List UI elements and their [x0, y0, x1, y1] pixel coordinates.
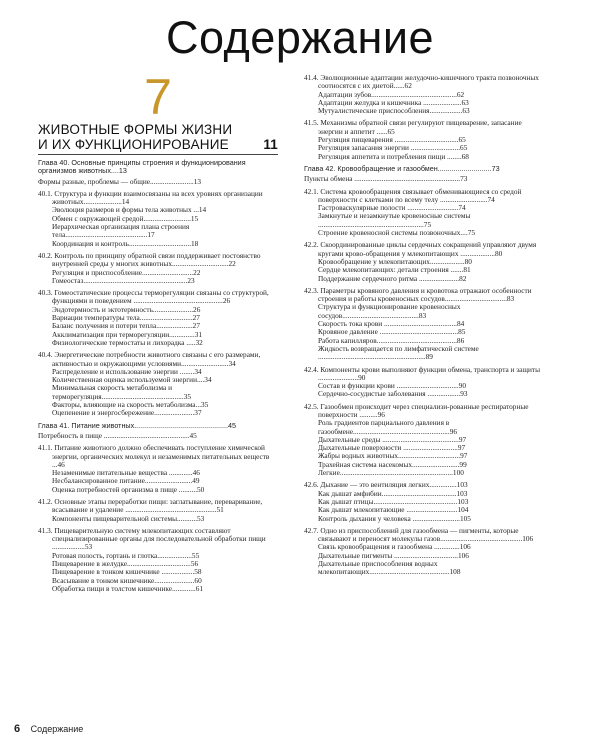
toc-subsection: Вариации температуры тела.............................27 [52, 313, 200, 323]
toc-left-list [38, 159, 278, 593]
toc-section: 41.1. Питание животного должно обеспечивать поступление химической энергии, органических молекул и незаменимых питательных веществ ...46 [38, 443, 270, 469]
toc-subsection: Жидкость возвращается по лимфатической системе ...........................................................89 [318, 343, 479, 362]
toc-subsection: Регуляция аппетита и потребления пищи ........68 [318, 151, 469, 161]
footer-label: Содержание [30, 724, 84, 734]
toc-subsection: Пищеварение в желудке...................................56 [52, 559, 199, 569]
toc-section: 40.2. Контроль по принципу обратной связи поддерживает постоянство внутренней среды у многих животных...............................22 [38, 250, 261, 269]
toc-left-column [38, 69, 278, 593]
toc-subsection: Регуляция пищеварения ...................................65 [318, 135, 466, 145]
toc-subsection: Количественная оценка используемой энергии....34 [52, 375, 212, 385]
toc-section: 42.7. Одно из приспособлений для газообмена — пигменты, которые связывают и переносят молекулы газов.............................................106 [304, 525, 534, 544]
toc-section: 42.4. Компоненты крови выполняют функции обмена, транспорта и защиты ......................90 [304, 364, 541, 382]
toc-subsection: Структура и функционирование кровеносных сосудов..........................................83 [318, 302, 461, 320]
page-title: Содержание [166, 12, 434, 63]
toc-subsection: Трахейная система насекомых..........................99 [318, 459, 467, 469]
toc-section: 40.1. Структура и функции взаимосвязаны на всех уровнях организации животных.....................14 [38, 188, 263, 207]
toc-subsection: Как дышат амфибии.........................................103 [318, 488, 468, 498]
part-page: 11 [263, 137, 278, 152]
part-divider [38, 154, 278, 155]
toc-subsection: Эндотермность и эктотермность......................26 [52, 304, 201, 314]
toc-subsection: Связь кровообращения и газообмена ..............106 [318, 542, 471, 552]
toc-right-column [304, 74, 544, 577]
toc-subsection: Эволюция размеров и формы тела животных ...14 [52, 205, 207, 215]
toc-section: 41.2. Основные этапы переработки пищи: заглатывание, переваривание, всасывание и удаление ..................................................51 [38, 496, 263, 515]
toc-subsection: Регуляция запасания энергии ...........................65 [318, 143, 468, 153]
toc-subsection: Дыхательные пигменты ...................................106 [318, 550, 469, 560]
toc-section: 40.3. Гомеостатические процессы терморегуляции связаны со структурой, функциями и поведением .................................................26 [38, 288, 269, 306]
toc-section: 42.6. Дыхание — это вентиляция легких...............103 [304, 480, 468, 490]
part-number: 7 [144, 69, 172, 125]
toc-section: 41.4. Эволюционные адаптации желудочно-кишечного тракта позвоночных соотносятся с их диетой......62 [304, 73, 539, 91]
part-title-line2-text: И ИХ ФУНКЦИОНИРОВАНИЕ [38, 137, 229, 152]
toc-subsection: Распределение и использование энергии ........34 [52, 366, 202, 376]
toc-subsection: Сердечно-сосудистые заболевания ..................93 [318, 389, 468, 399]
footer-page-number: 6 [14, 723, 21, 735]
toc-subsection: Всасывание в тонком кишечнике......................60 [52, 575, 202, 585]
part-title-line1: ЖИВОТНЫЕ ФОРМЫ ЖИЗНИ [38, 122, 233, 137]
toc-subsection: Незаменимые питательные вещества .............46 [52, 468, 200, 478]
toc-subsection: Оценка потребностей организма в пище ..........50 [52, 484, 205, 494]
toc-subsection: Акклиматизация при терморегуляции..............31 [52, 329, 202, 339]
toc-section: 41.3. Пищеварительную систему млекопитающих составляют специализированные органы для последовательной обработки пищи ..................53 [38, 525, 266, 552]
toc-subsection: Несбалансированное питание..........................49 [52, 476, 200, 486]
toc-subsection: Пищеварение в тонком кишечнике ..................58 [52, 567, 202, 577]
toc-section: 41.5. Механизмы обратной связи регулируют пищеварение, запасание энергии и аппетит ......65 [304, 118, 522, 136]
toc-section: 42.2. Скоординированные циклы сердечных сокращений управляют двумя кругами крово-обращения у млекопитающих ...................80 [304, 240, 537, 258]
toc-subsection: Замкнутые и незамкнутые кровеносные системы ..........................................................75 [318, 211, 471, 229]
toc-subsection: Поддержание сердечного ритма ......................82 [318, 273, 467, 283]
toc-intro: Потребность в пище ...............................................45 [38, 430, 197, 440]
toc-subsection: Оцепенение и энергосбережение......................37 [52, 408, 202, 418]
toc-subsection: Физиологические термостаты и лихорадка .....32 [52, 337, 203, 347]
toc-subsection: Мутуалистические приспособления..................63 [318, 106, 470, 116]
toc-right-list [304, 74, 544, 577]
toc-subsection: Обработка пищи в толстом кишечнике.............61 [52, 583, 204, 593]
toc-subsection: Гомеостаз.........................................................23 [52, 275, 195, 285]
toc-section: 42.1. Система кровообращения связывает обменивающиеся со средой поверхности с клетками по всему телу ..........................74 [304, 186, 522, 204]
toc-subsection: Адаптации желудка и кишечника .....................63 [318, 97, 469, 107]
toc-intro: Пункты обмена ..........................................................73 [304, 174, 468, 184]
toc-subsection: Дыхательные приспособления водных млекопитающих............................................108 [318, 559, 461, 577]
toc-subsection: Кровообращение у млекопитающих...................80 [318, 256, 472, 266]
toc-subsection: Жабры водных животных..................................97 [318, 451, 468, 461]
toc-subsection: Как дышат млекопитающие ............................104 [318, 505, 469, 515]
toc-section: 40.4. Энергетические потребности животного связаны с его размерами, активностью и окружающими условиями..........................34 [38, 350, 261, 368]
toc-subsection: Кровяное давление ...........................................85 [318, 327, 466, 337]
toc-subsection: Строение кровеносной системы позвоночных....75 [318, 228, 476, 238]
toc-chapter: Глава 42. Кровообращение и газообмен...........................73 [304, 163, 500, 173]
toc-subsection: Состав и функции крови ..................................90 [318, 381, 466, 391]
toc-subsection: Дыхательные среды ..........................................97 [318, 434, 467, 444]
toc-subsection: Иерархическая организация плана строения тела.............................................17 [52, 222, 190, 240]
toc-subsection: Как дышат птицы..............................................103 [318, 496, 469, 506]
part-title-line2 [38, 137, 278, 152]
toc-subsection: Контроль дыхания у человека ..........................105 [318, 513, 471, 523]
toc-section: 42.3. Параметры кровяного давления и кровотока отражают особенности строения и работы кровеносных сосудов..................................83 [304, 285, 532, 304]
toc-subsection: Координация и контроль..................................18 [52, 238, 199, 248]
toc-subsection: Регуляция и приспособление............................22 [52, 267, 201, 277]
toc-chapter: Глава 40. Основные принципы строения и функционирования организмов животных....13 [38, 158, 246, 176]
toc-subsection: Роль градиентов парциального давления в газообмене.....................................................96 [318, 418, 457, 436]
toc-subsection: Обмен с окружающей средой..........................15 [52, 213, 199, 223]
toc-subsection: Работа капилляров............................................86 [318, 335, 465, 345]
toc-subsection: Легкие..............................................................100 [318, 468, 464, 478]
toc-subsection: Скорость тока крови ........................................84 [318, 319, 465, 329]
toc-subsection: Факторы, влияющие на скорость метаболизма...35 [52, 400, 209, 410]
toc-subsection: Адаптации зубов...............................................62 [318, 89, 465, 99]
toc-subsection: Компоненты пищеварительной системы...........53 [52, 513, 205, 523]
toc-subsection: Баланс получения и потери тепла....................27 [52, 321, 200, 331]
toc-section: 42.5. Газообмен происходит через специализи-рованные респираторные поверхности ..........96 [304, 401, 529, 419]
toc-subsection: Сердце млекопитающих: детали строения .......81 [318, 265, 471, 275]
toc-intro: Формы разные, проблемы — общие........................13 [38, 176, 202, 186]
toc-subsection: Ротовая полость, гортань и глотка...................55 [52, 550, 200, 560]
toc-subsection: Гастроваскулярные полости ............................74 [318, 203, 466, 213]
part-title [38, 122, 278, 152]
page-footer [14, 723, 83, 735]
toc-subsection: Минимальная скорость метаболизма и терморегуляция.............................................35 [52, 383, 191, 401]
toc-subsection: Дыхательные поверхности ..............................97 [318, 443, 466, 453]
toc-chapter: Глава 41. Питание животных...............................................45 [38, 420, 237, 430]
